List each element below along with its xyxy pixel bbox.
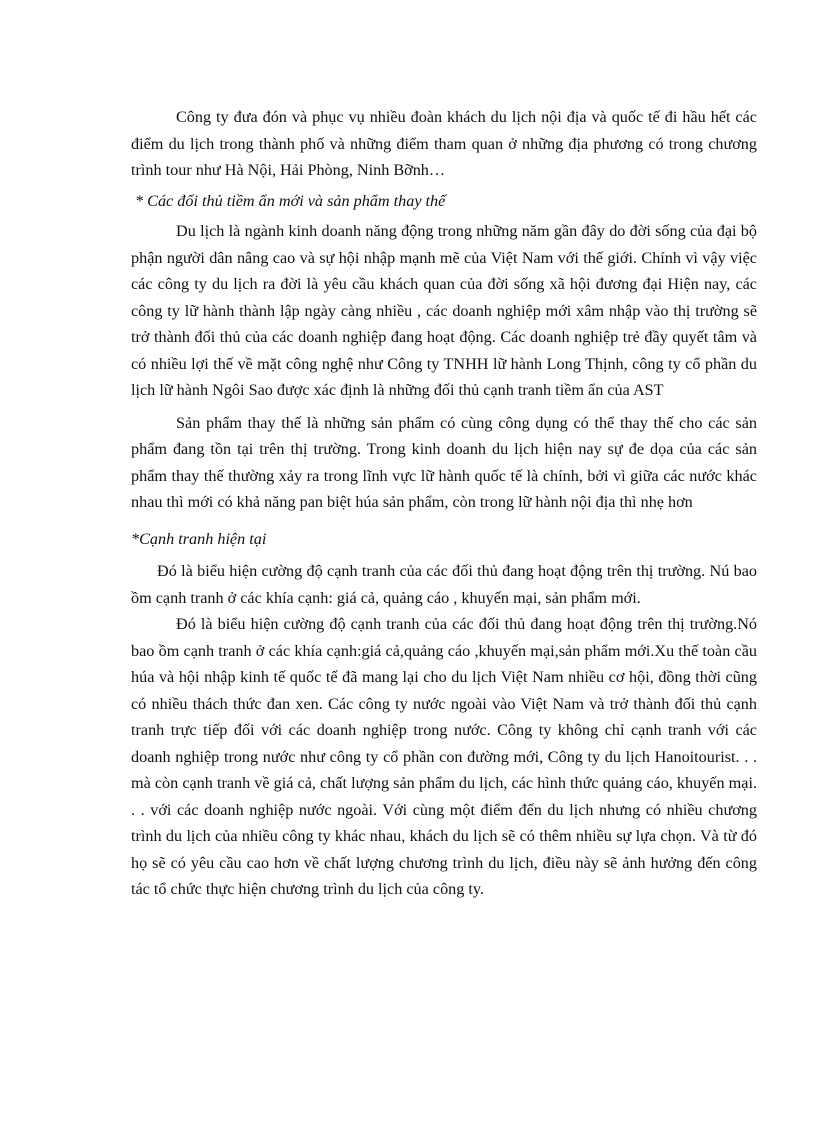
document-page: [131, 104, 757, 903]
section-heading-potential-competitors: * Các đối thủ tiềm ẩn mới và sản phẩm thay thế: [135, 191, 446, 210]
paragraph-1: Công ty đưa đón và phục vụ nhiều đoàn khách du lịch nội địa và quốc tế đi hầu hết các điểm du lịch trong thành phố và những điểm tham quan ở những địa phương có trong chương trình tour như Hà Nội, Hải Phòng, Ninh Bỡnh…: [131, 108, 757, 179]
paragraph-4: Đó là biểu hiện cường độ cạnh tranh của các đối thủ đang hoạt động trên thị trường. Nú bao ồm cạnh tranh ở các khía cạnh: giá cả, quảng cáo , khuyến mại, sản phẩm mới.: [131, 562, 757, 607]
paragraph-5: Đó là biểu hiện cường độ cạnh tranh của các đối thủ đang hoạt động trên thị trường.Nó bao ồm cạnh tranh ở các khía cạnh:giá cả,quảng cáo ,khuyến mại,sản phẩm mới.Xu thế toàn cầu húa và hội nhập kinh tế quốc tế đã mang lại cho du lịch Việt Nam nhiều cơ hội, đồng thời cũng có nhiều thách thức đan xen. Các công ty nước ngoài vào Việt Nam và trở thành đối thủ cạnh tranh trực tiếp đối với các doanh nghiệp trong nước. Công ty không chỉ cạnh tranh với các doanh nghiệp trong nước như công ty cổ phần con đường mới, Công ty du lịch Hanoitourist. . . mà còn cạnh tranh về giá cả, chất lượng sản phẩm du lịch, các hình thức quảng cáo, khuyến mại. . . với các doanh nghiệp nước ngoài. Với cùng một điểm đến du lịch nhưng có nhiều chương trình du lịch của nhiều công ty khác nhau, khách du lịch sẽ có thêm nhiều sự lựa chọn. Và từ đó họ sẽ có yêu cầu cao hơn về chất lượng chương trình du lịch, điều này sẽ ảnh hưởng đến công tác tổ chức thực hiện chương trình du lịch của công ty.: [131, 615, 757, 898]
section-heading-current-competition: *Cạnh tranh hiện tại: [131, 529, 267, 548]
paragraph-3: Sản phẩm thay thế là những sản phẩm có cùng công dụng có thể thay thế cho các sản phẩm đang tồn tại trên thị trường. Trong kinh doanh du lịch hiện nay sự đe dọa của các sản phẩm thay thế thường xảy ra trong lĩnh vực lữ hành quốc tế là chính, bởi vì giữa các nước khác nhau thì mới có khả năng pan biệt húa sản phẩm, còn trong lữ hành nội địa thì nhẹ hơn: [131, 413, 757, 511]
paragraph-2: Du lịch là ngành kinh doanh năng động trong những năm gần đây do đời sống của đại bộ phận người dân nâng cao và sự hội nhập mạnh mẽ của Việt Nam với thế giới. Chính vì vậy việc các công ty du lịch ra đời là yêu cầu khách quan của đời sống xã hội đương đại Hiện nay, các công ty lữ hành thành lập ngày càng nhiều , các doanh nghiệp mới xâm nhập vào thị trường sẽ trở thành đối thủ của các doanh nghiệp đang hoạt động. Các doanh nghiệp trẻ đầy quyết tâm và có nhiều lợi thế về mặt công nghệ như Công ty TNHH lữ hành Long Thịnh, công ty cổ phần du lịch lữ hành Ngôi Sao được xác định là những đối thủ cạnh tranh tiềm ẩn của AST: [131, 222, 757, 399]
